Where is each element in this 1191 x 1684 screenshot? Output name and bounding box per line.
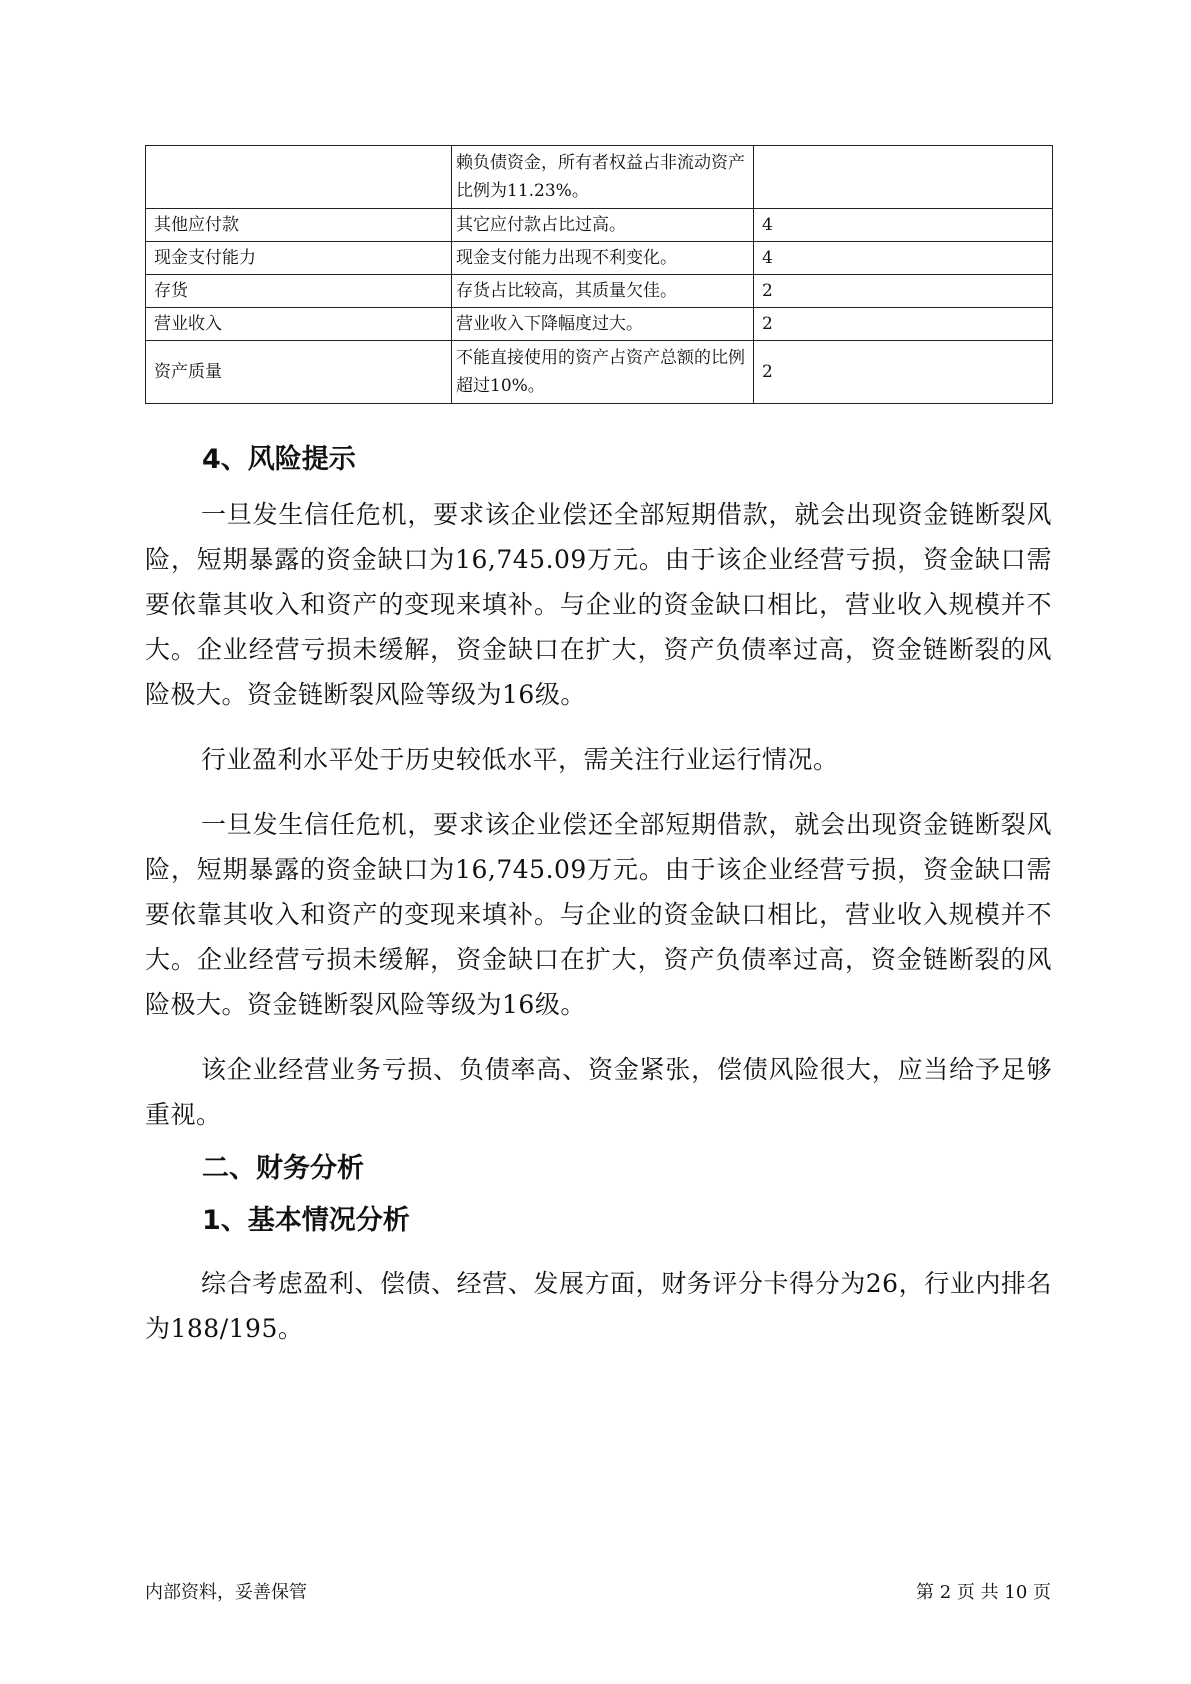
table-cell-score: 4 <box>754 209 1053 242</box>
table-cell-name: 资产质量 <box>146 341 452 404</box>
risk-paragraph-2: 行业盈利水平处于历史较低水平，需关注行业运行情况。 <box>201 745 839 774</box>
table-row <box>146 341 1053 404</box>
document-body <box>145 440 1052 1351</box>
finance-paragraph-1: 综合考虑盈利、偿债、经营、发展方面，财务评分卡得分为26，行业内排名为188/195。 <box>145 1269 1052 1343</box>
table-cell-desc: 不能直接使用的资产占资产总额的比例超过10%。 <box>452 341 754 404</box>
table-cell-name: 现金支付能力 <box>146 242 452 275</box>
table-cell-score <box>754 146 1053 209</box>
table-row <box>146 308 1053 341</box>
risk-factor-table <box>145 145 1053 404</box>
table-cell-score: 4 <box>754 242 1053 275</box>
finance-heading: 二、财务分析 <box>202 1153 364 1184</box>
table-cell-name: 存货 <box>146 275 452 308</box>
table-cell-name: 营业收入 <box>146 308 452 341</box>
table-cell-score: 2 <box>754 275 1053 308</box>
table-cell-name: 其他应付款 <box>146 209 452 242</box>
table-cell-desc: 存货占比较高，其质量欠佳。 <box>452 275 754 308</box>
page-number: 第 2 页 共 10 页 <box>916 1582 1051 1603</box>
risk-paragraph-4: 该企业经营业务亏损、负债率高、资金紧张，偿债风险很大，应当给予足够重视。 <box>145 1055 1052 1129</box>
table-cell-score: 2 <box>754 341 1053 404</box>
table-row <box>146 242 1053 275</box>
table-row <box>146 209 1053 242</box>
finance-subheading: 1、基本情况分析 <box>202 1205 410 1236</box>
table-row <box>146 275 1053 308</box>
risk-paragraph-1: 一旦发生信任危机，要求该企业偿还全部短期借款，就会出现资金链断裂风险，短期暴露的资金缺口为16,745.09万元。由于该企业经营亏损，资金缺口需要依靠其收入和资产的变现来填补。与企业的资金缺口相比，营业收入规模并不大。企业经营亏损未缓解，资金缺口在扩大，资产负债率过高，资金链断裂的风险极大。资金链断裂风险等级为16级。 <box>145 500 1052 709</box>
table-cell-desc: 现金支付能力出现不利变化。 <box>452 242 754 275</box>
table-cell-score: 2 <box>754 308 1053 341</box>
risk-heading: 4、风险提示 <box>202 444 356 475</box>
table-cell-desc: 赖负债资金，所有者权益占非流动资产比例为11.23%。 <box>452 146 754 209</box>
table-cell-desc: 营业收入下降幅度过大。 <box>452 308 754 341</box>
table-row <box>146 146 1053 209</box>
risk-paragraph-3: 一旦发生信任危机，要求该企业偿还全部短期借款，就会出现资金链断裂风险，短期暴露的资金缺口为16,745.09万元。由于该企业经营亏损，资金缺口需要依靠其收入和资产的变现来填补。与企业的资金缺口相比，营业收入规模并不大。企业经营亏损未缓解，资金缺口在扩大，资产负债率过高，资金链断裂的风险极大。资金链断裂风险等级为16级。 <box>145 810 1052 1019</box>
table-cell-desc: 其它应付款占比过高。 <box>452 209 754 242</box>
table-cell-name <box>146 146 452 209</box>
footer-confidential-note: 内部资料，妥善保管 <box>145 1582 307 1603</box>
